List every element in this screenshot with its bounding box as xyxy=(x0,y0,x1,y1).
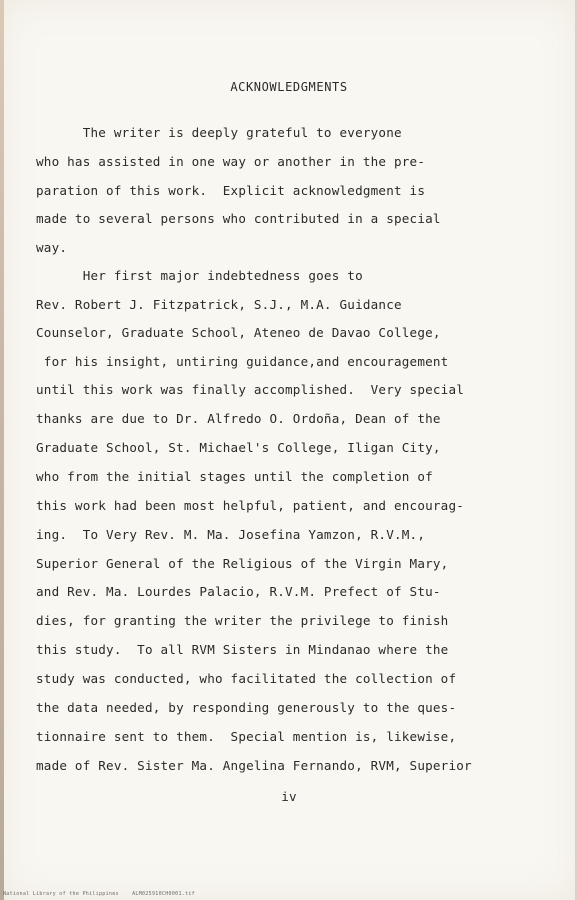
text-line-11: thanks are due to Dr. Alfredo O. Ordoña, Dean of the xyxy=(36,411,441,426)
text-line-1: The writer is deeply grateful to everyone xyxy=(36,125,402,140)
text-line-3: paration of this work. Explicit acknowledgment is xyxy=(36,183,426,198)
text-line-12: Graduate School, St. Michael's College, Iligan City, xyxy=(36,440,441,455)
scan-footer: National Library of the Philippines ALM025910CH0001.tif xyxy=(3,891,195,897)
text-line-19: this study. To all RVM Sisters in Mindanao where the xyxy=(36,642,449,657)
text-line-13: who from the initial stages until the completion of xyxy=(36,469,433,484)
text-line-10: until this work was finally accomplished. Very special xyxy=(36,382,465,397)
text-line-20: study was conducted, who facilitated the collection of xyxy=(36,671,457,686)
text-line-4: made to several persons who contributed in a special xyxy=(36,211,441,226)
text-line-16: Superior General of the Religious of the Virgin Mary, xyxy=(36,556,449,571)
page-number: iv xyxy=(281,789,297,804)
text-line-8: Counselor, Graduate School, Ateneo de Davao College, xyxy=(36,325,441,340)
page-title: ACKNOWLEDGMENTS xyxy=(230,80,348,94)
text-line-17: and Rev. Ma. Lourdes Palacio, R.V.M. Prefect of Stu- xyxy=(36,584,441,599)
page-edge-stain xyxy=(0,0,4,900)
text-line-21: the data needed, by responding generously to the ques- xyxy=(36,700,457,715)
text-line-18: dies, for granting the writer the privilege to finish xyxy=(36,613,449,628)
text-line-7: Rev. Robert J. Fitzpatrick, S.J., M.A. Guidance xyxy=(36,297,402,312)
text-line-6: Her first major indebtedness goes to xyxy=(36,268,363,283)
text-line-15: ing. To Very Rev. M. Ma. Josefina Yamzon, R.V.M., xyxy=(36,527,426,542)
text-line-9: for his insight, untiring guidance,and encouragement xyxy=(36,354,449,369)
text-line-5: way. xyxy=(36,240,68,255)
text-line-23: made of Rev. Sister Ma. Angelina Fernando, RVM, Superior xyxy=(36,758,472,773)
text-line-2: who has assisted in one way or another in the pre- xyxy=(36,154,426,169)
text-line-22: tionnaire sent to them. Special mention is, likewise, xyxy=(36,729,457,744)
text-line-14: this work had been most helpful, patient, and encourag- xyxy=(36,498,465,513)
